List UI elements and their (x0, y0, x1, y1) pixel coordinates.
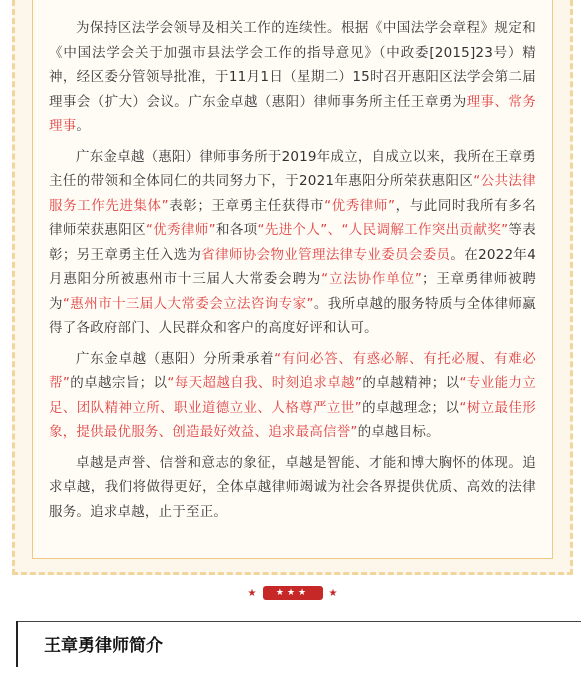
highlight: “立法协作单位” (321, 271, 423, 287)
highlight: “专业能力立足、团队精神立所、职业道德立业、人格尊严立世” (49, 375, 537, 416)
star-icon: ★ (328, 587, 338, 599)
paragraph-2 (49, 145, 536, 341)
highlight: 省律师协会物业管理法律专业委员会委员 (201, 246, 451, 263)
star-icon: ★ (247, 587, 257, 599)
article-body (32, 0, 553, 559)
text: 广东金卓越（惠阳）律师事务所于2019年成立，自成立以来，我所在王章勇主任的带领和全体同仁的共同努力下，于2021年惠阳分所荣获惠阳区 (49, 148, 536, 189)
header-rule (16, 621, 581, 622)
text: 。 (76, 118, 91, 134)
highlight: “优秀律师” (324, 197, 396, 214)
text: ；王章勇律师被聘为 (49, 271, 536, 312)
paragraph-1 (49, 16, 536, 139)
article-frame (12, 0, 573, 575)
paragraph-4 (49, 451, 536, 525)
text: ，与此同时我所有多名律师荣获惠阳区 (49, 197, 537, 238)
highlight: “优秀律师” (145, 222, 216, 238)
highlight: “树立最佳形象，提供最优服务、创造最好效益、追求最高信誉” (49, 399, 537, 440)
text: 。在2022年4月惠阳分所被惠州市十三届人大常委会聘为 (49, 246, 536, 287)
text: 为保持区法学会领导及相关工作的连续性。根据《中国法学会章程》规定和《中国法学会关于加强市县法学会工作的指导意见》（中政委[2015]23号）精神，经区委分管领导批准，于11月1日（星期二）15时召开惠阳区法学会第二届理事会（扩大）会议。广东金卓越（惠阳）律师事务所主任王章勇为 (49, 20, 536, 110)
text: 和各项 (215, 222, 258, 238)
paragraph-3 (49, 347, 536, 445)
section-divider (0, 585, 585, 601)
text: 广东金卓越（惠阳）分所秉承着 (76, 350, 275, 367)
highlight: “惠州市十三届人大常委会立法咨询专家” (62, 295, 314, 312)
highlight: “有问必答、有惑必解、有托必履、有难必帮” (49, 350, 536, 391)
text: 。我所卓越的服务特质与全体律师赢得了各政府部门、人民群众和客户的高度好评和认可。 (49, 295, 537, 336)
text: 等表彰；另王章勇主任入选为 (49, 222, 536, 263)
text: 的卓越目标。 (357, 424, 440, 440)
highlight: 理事、常务理事 (49, 93, 537, 134)
stars-badge: ★★★ (263, 586, 323, 600)
text: 表彰；王章勇主任获得市 (168, 197, 325, 214)
text: 卓越是声誉、信誉和意志的象征，卓越是智能、才能和博大胸怀的体现。追求卓越，我们将做得更好，全体卓越律师竭诚为社会各界提供优质、高效的法律服务。追求卓越，止于至正。 (49, 454, 536, 520)
text: 的卓越宗旨；以 (70, 375, 168, 391)
header-accent-bar (16, 621, 18, 667)
text: 的卓越精神；以 (362, 375, 460, 391)
highlight: “每天超越自我、时刻追求卓越” (167, 375, 363, 391)
section-title: 王章勇律师简介 (44, 636, 163, 656)
highlight: “先进个人”、“人民调解工作突出贡献奖” (257, 222, 509, 238)
section-header (16, 621, 581, 667)
highlight: “公共法律服务工作先进集体” (49, 173, 536, 214)
text: 的卓越理念；以 (361, 399, 460, 416)
